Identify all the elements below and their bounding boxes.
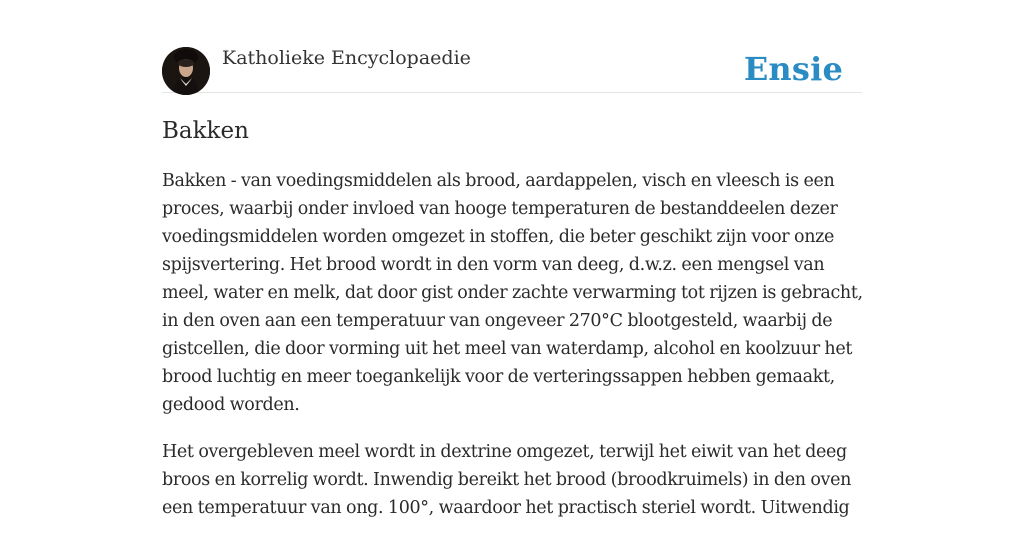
article-paragraph: Bakken - van voedingsmiddelen als brood, aardappelen, visch en vleesch is een proces, waarbij onder invloed van hooge temperaturen de bestanddeelen dezer voedingsmiddelen worden omgezet in stoffen, die beter geschikt zijn voor onze spijsvertering. Het brood wordt in den vorm van deeg, d.w.z. een mengsel van meel, water en melk, dat door gist onder zachte verwarming tot rijzen is gebracht, in den oven aan een temperatuur van ongeveer 270°C blootgesteld, waarbij de gistcellen, die door vorming uit het meel van waterdamp, alcohol en koolzuur het brood luchtig en meer toegankelijk voor de verteringssappen hebben gemaakt, gedood worden.: [162, 171, 863, 415]
portrait-avatar-icon[interactable]: [162, 47, 210, 95]
article-header: [162, 0, 862, 93]
source-title-link[interactable]: Katholieke Encyclopaedie: [222, 47, 471, 69]
article-page: [162, 0, 863, 518]
article-body: [162, 167, 867, 541]
page-title: Bakken: [162, 118, 249, 144]
article-paragraph: Het overgebleven meel wordt in dextrine omgezet, terwijl het eiwit van het deeg broos en korrelig wordt. Inwendig bereikt het brood (broodkruimels) in den oven een temperatuur van ong. 100°, waardoor het practisch steriel wordt. Uitwendig: [162, 442, 852, 518]
brand-logo[interactable]: Ensie: [743, 50, 843, 88]
